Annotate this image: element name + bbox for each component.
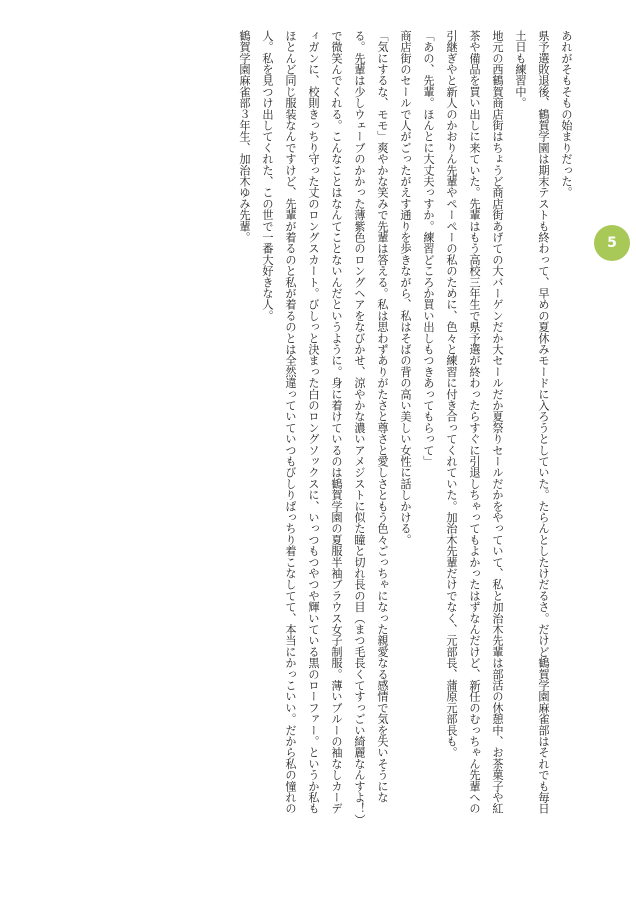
paragraph: 商店街のセールで人がごったがえす通りを歩きながら、私はそばの背の高い美しい女性に話しかける。 bbox=[399, 30, 412, 546]
paragraph: 鶴賀学園麻雀部３年生、加治木ゆみ先輩。 bbox=[238, 30, 251, 243]
page-number-badge: 5 bbox=[594, 225, 630, 261]
paragraph: 地元の西鶴賀商店街はちょうど商店街あげての大バーゲンだか大セールだか夏祭りセールだかをやっていて、私と加治木先輩は部活の休憩中、お茶菓子や紅茶や備品を買い出しに来ていた。先輩はもう高校三年生で県予選が終わったらすぐに引退しちゃってもよかったはずなんだけど、新任のむっちゃん先輩への引継ぎやと新人のかおりん先輩やペーペーの私のために、色々と練習に付き合ってくれていた。加治木先輩だけでなく、元部長、蒲原元部長も。 bbox=[445, 30, 504, 814]
novel-text-column bbox=[68, 30, 578, 820]
dialogue-line: 「あの、先輩。ほんとに大丈夫っすか。練習どころか買い出しもつきあってもらって」 bbox=[422, 30, 435, 467]
paragraph: あれがそもそもの始まりだった。 bbox=[560, 30, 573, 198]
paragraph: 「気にするな、モモ」爽やかな笑みで先輩は答える。私は思わずありがたさと尊さと愛しさともう色々ごっちゃになった親愛なる感情で気を失いそうになる。先輩は少しウェーブのかかった薄紫色のロングヘアをなびかせ、涼やかな濃いアメジストに似た瞳と切れ長の目（まつ毛長くてすっごい綺麗なんすよ！）で微笑んでくれる。こんなことはなんてことないんだというように。身に着けているのは鶴賀学園の夏服半袖ブラウス女子制服。薄いブルーの袖なしカーディガンに、校則きっちり守った丈のロングスカート。びしっと決まった白のロングソックスに、いっつもつやつや輝いている黒のローファー。というか私もほとんど同じ服装なんですけど、先輩が着るのと私が着るのとは全然違っていていつもびしりぱっちり着こなしてて、本当にかっこいい。だから私の憧れの人。私を見つけ出してくれた、この世で一番大好きな人。 bbox=[261, 30, 389, 820]
paragraph: 県予選敗退後、鶴賀学園は期末テストも終わって、早めの夏休みモードに入ろうとしていた。たらんとしたけだるさ。だけど鶴賀学園麻雀部はそれでも毎日土日も練習中。 bbox=[514, 30, 550, 814]
